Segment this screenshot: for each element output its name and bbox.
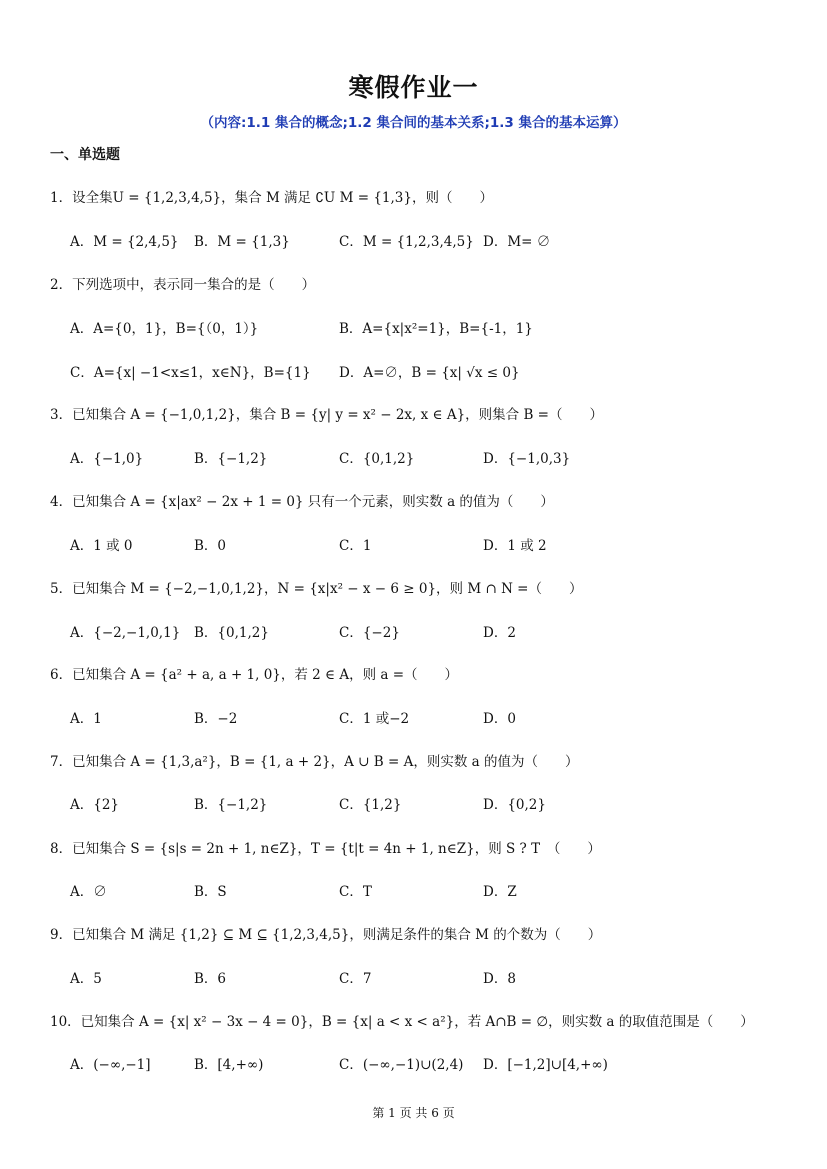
question-stem: 9．已知集合 M 满足 {1,2} ⊆ M ⊆ {1,2,3,4,5}，则满足条件的集合 M 的个数为（ ） [50,927,602,943]
page-subtitle: （内容:1.1 集合的概念;1.2 集合间的基本关系;1.3 集合的基本运算） [200,115,627,131]
answer-option: A．∅ [70,884,107,900]
answer-option: D．1 或 2 [483,538,547,554]
answer-option: C．(−∞,−1)∪(2,4) [339,1057,464,1073]
question-stem: 10．已知集合 A = {x| x² − 3x − 4 = 0}，B = {x| a < x < a²}，若 A∩B = ∅，则实数 a 的取值范围是（ ） [50,1014,754,1030]
question-stem: 2．下列选项中，表示同一集合的是（ ） [50,277,316,293]
answer-option: A．{2} [70,797,120,813]
answer-option: C．{0,1,2} [339,451,415,467]
answer-option: C．1 [339,538,372,554]
answer-option: D．0 [483,711,516,727]
question-stem: 6．已知集合 A = {a² + a, a + 1, 0}，若 2 ∈ A，则 a =（ ） [50,667,459,683]
answer-option: C．T [339,884,372,900]
answer-option: B．A={x|x²=1}，B={-1，1} [339,321,533,337]
answer-option: C．{1,2} [339,797,402,813]
answer-option: B．{0,1,2} [194,625,269,641]
answer-option: A．{−2,−1,0,1} [70,625,181,641]
page-title: 寒假作业一 [348,73,479,102]
answer-option: D．{−1,0,3} [483,451,571,467]
answer-option: C．{−2} [339,625,400,641]
answer-option: D．[−1,2]∪[4,+∞) [483,1057,608,1073]
answer-option: A．{−1,0} [70,451,144,467]
answer-option: A．(−∞,−1] [70,1057,151,1073]
answer-option: D．2 [483,625,516,641]
answer-option: A．5 [70,971,102,987]
answer-option: B．{−1,2} [194,451,268,467]
answer-option: A．1 [70,711,102,727]
answer-option: A．A={0，1}，B={（0，1）} [70,321,259,337]
answer-option: C．M = {1,2,3,4,5} [339,234,474,250]
page-footer: 第 1 页 共 6 页 [372,1106,455,1120]
answer-option: C．1 或−2 [339,711,410,727]
answer-option: D．A=∅，B = {x| √x ≤ 0} [339,365,520,381]
question-stem: 8．已知集合 S = {s|s = 2n + 1, n∈Z}，T = {t|t = 4n + 1, n∈Z}，则 S ? T （ ） [50,841,601,857]
answer-option: B．M = {1,3} [194,234,290,250]
answer-option: B．−2 [194,711,238,727]
question-stem: 1．设全集U = {1,2,3,4,5}，集合 M 满足 ∁U M = {1,3}，则（ ） [50,190,493,206]
question-stem: 7．已知集合 A = {1,3,a²}，B = {1, a + 2}，A ∪ B = A，则实数 a 的值为（ ） [50,754,579,770]
answer-option: B．0 [194,538,227,554]
section-heading: 一、单选题 [50,147,120,163]
answer-option: A．1 或 0 [70,538,133,554]
answer-option: B．6 [194,971,227,987]
answer-option: B．S [194,884,227,900]
answer-option: C．7 [339,971,372,987]
answer-option: A．M = {2,4,5} [70,234,179,250]
answer-option: D．{0,2} [483,797,546,813]
answer-option: D．Z [483,884,517,900]
answer-option: D．8 [483,971,516,987]
question-stem: 5．已知集合 M = {−2,−1,0,1,2}，N = {x|x² − x − 6 ≥ 0}，则 M ∩ N =（ ） [50,581,583,597]
answer-option: C．A={x| −1<x≤1，x∈N}，B={1} [70,365,311,381]
question-stem: 3．已知集合 A = {−1,0,1,2}，集合 B = {y| y = x² − 2x, x ∈ A}，则集合 B =（ ） [50,407,603,423]
answer-option: D．M= ∅ [483,234,551,250]
answer-option: B．{−1,2} [194,797,268,813]
question-stem: 4．已知集合 A = {x|ax² − 2x + 1 = 0} 只有一个元素，则实数 a 的值为（ ） [50,494,554,510]
answer-option: B．[4,+∞) [194,1057,264,1073]
